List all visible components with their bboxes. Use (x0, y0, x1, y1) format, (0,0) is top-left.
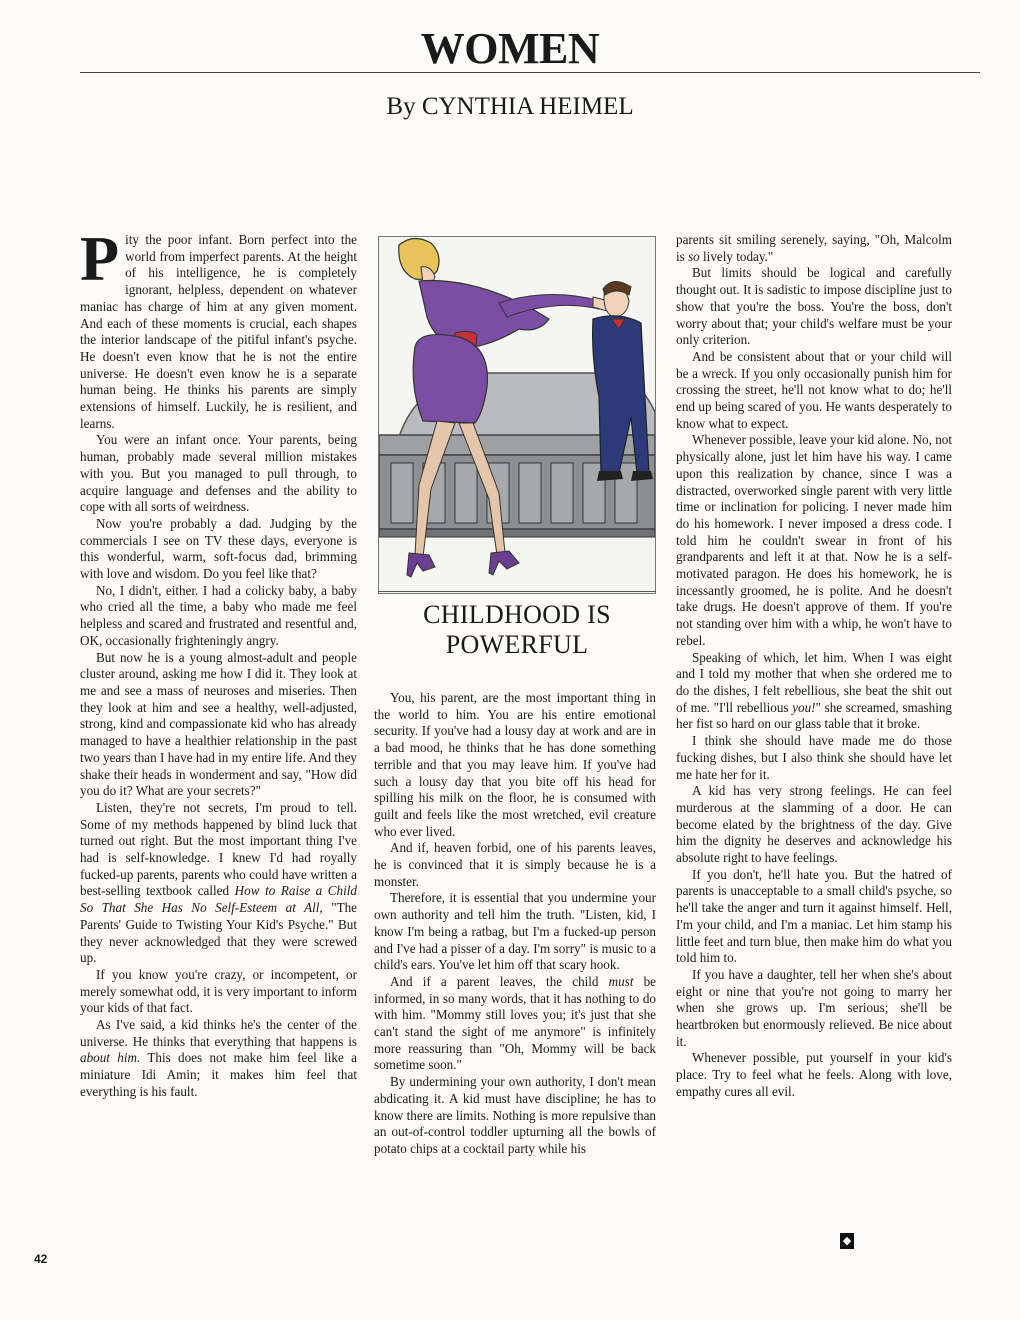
article-column-1 (80, 223, 357, 1101)
paragraph (80, 800, 357, 967)
paragraph-text: "The Parents' Guide to Twisting Your Kid's Psyche." But they never acknowledged that they were screwed up. (80, 900, 357, 966)
paragraph: But now he is a young almost-adult and people cluster around, asking me how I did it. They look at me and see a mass of neuroses and miseries. Then they look at him and see a healthy, well-adjusted, strong, kind and compassionate kid who has already managed to have a healthier relationship in the past two years than I have had in my entire life. And they shake their heads in wonderment and say, "How did you do it? What are your secrets?" (80, 649, 357, 799)
byline: By CYNTHIA HEIMEL (386, 93, 634, 120)
emphasis: must (608, 973, 634, 989)
paragraph (80, 1017, 357, 1101)
emphasis: about him. (80, 1050, 141, 1066)
paragraph-text: Speaking of which, let him. When I was eight and I told my mother that when she ordered me to do the dishes, I felt rebellious, she beat the shit out of me. "I'll rebellious (676, 649, 952, 715)
paragraph-text: This does not make him feel like a miniature Idi Amin; it makes him feel that everything is his fault. (80, 1050, 357, 1099)
rabbit-head-end-mark-icon: ◆ (840, 1233, 854, 1249)
section-title: WOMEN (420, 24, 600, 73)
paragraph-text: Listen, they're not secrets, I'm proud to tell. Some of my methods happened by blind luck that turned out right. But the most important thing I've had is self-knowledge. I knew I'd had royally fucked-up parents, parents who could have written a best-selling textbook called (80, 799, 357, 899)
paragraph: You were an infant once. Your parents, being human, probably made several million mistakes with you. But you managed to pull through, to acquire language and defenses and the ability to cope with all sorts of weirdness. (80, 432, 357, 515)
header-rule (80, 72, 980, 73)
headline-line: CHILDHOOD IS (423, 600, 611, 629)
paragraph: If you have a daughter, tell her when she's about eight or nine that you're not going to marry her when she grows up. I'm serious; she'll be heartbroken but enormously relieved. Be nice about it. (676, 966, 952, 1049)
paragraph: Whenever possible, leave your kid alone. No, not physically alone, just let him have his way. I came upon this realization by chance, since I was a distracted, overworked single parent with very little time or inclination for policing. I never made him do his homework. I never imposed a dress code. I told him he couldn't swear in front of his grandparents and left it at that. Now he is a self-motivated paragon. He does his homework, he is incessantly groomed, he is polite. And he doesn't take drugs. He doesn't approve of them. If you're not standing over him with a whip, he won't have to rebel. (676, 432, 952, 648)
article-illustration (378, 236, 656, 594)
paragraph-text: be informed, in so many words, that it has nothing to do with him. "Mommy still loves you; it's just that she can't stand the sight of me anymore" is infinitely more reassuring than "Oh, Mommy will be back sometime soon." (374, 973, 656, 1073)
paragraph: If you know you're crazy, or incompetent, or merely somewhat odd, it is very important to inform your kids of that fact. (80, 966, 357, 1016)
paragraph-text: As I've said, a kid thinks he's the center of the universe. He thinks that everything that happens is (80, 1017, 357, 1049)
mother-and-son-illustration (379, 237, 655, 593)
paragraph-text: parents sit smiling serenely, saying, "Oh, Malcolm is (676, 232, 952, 264)
paragraph: A kid has very strong feelings. He can feel murderous at the slamming of a door. He can become elated by the brightness of the day. Give him the dignity he deserves and acknowledge his absolute right to have feelings. (676, 783, 952, 866)
paragraph (676, 232, 952, 265)
paragraph-text: lively today." (699, 248, 774, 264)
paragraph: Therefore, it is essential that you undermine your own authority and tell him the truth. "Listen, kid, I know I'm being a ratbag, but I'm a fucked-up person and I've had a pisser of a day. I'm sorry" is music to a child's ears. You've let him off that scary hook. (374, 890, 656, 973)
paragraph: But limits should be logical and carefully thought out. It is sadistic to impose discipline just to show that you're the boss. You're the boss, don't worry about that; your child's welfare must be your only criterion. (676, 265, 952, 348)
paragraph-text: ity the poor infant. Born perfect into the world from imperfect parents. At the height of his intelligence, he is completely ignorant, helpless, dependent on whatever maniac has charge of him at any given moment. And each of these moments is crucial, each shapes the interior landscape of the pitiful infant's psyche. He doesn't even know that he is not the entire universe. He doesn't even know he is a separate human being. He thinks his parents are simply extensions of himself. Luckily, he is resilient, and learns. (80, 232, 357, 431)
article-headline (378, 600, 656, 660)
paragraph: If you don't, he'll hate you. But the hatred of parents is unacceptable to a small child's psyche, so he'll take the anger and turn it against himself. Hell, I'm your child, and I'm a maniac. Let him stamp his little feet and turn blue, then make him do what you told him to. (676, 866, 952, 966)
headline-line: POWERFUL (445, 630, 589, 659)
headline-rule (378, 591, 656, 592)
paragraph: And if, heaven forbid, one of his parents leaves, he is convinced that it is simply because he is a monster. (374, 840, 656, 889)
drop-cap: P (80, 223, 120, 294)
paragraph-text: And if a parent leaves, the child (390, 973, 609, 989)
paragraph: I think she should have made me do those fucking dishes, but I also think she should have let me hate her for it. (676, 733, 952, 782)
emphasis: you! (792, 699, 816, 715)
article-column-3 (676, 232, 952, 1101)
paragraph: Whenever possible, put yourself in your kid's place. Try to feel what he feels. Along with love, empathy cures all evil. (676, 1050, 952, 1099)
paragraph (374, 974, 656, 1074)
page-number: 42 (34, 1252, 48, 1266)
paragraph: And be consistent about that or your child will be a wreck. If you only occasionally punish him for crossing the street, he'll not know what to do; he'll end up being scared of you. He wants desperately to know what to expect. (676, 348, 952, 431)
emphasis: so (688, 248, 700, 264)
paragraph: By undermining your own authority, I don't mean abdicating it. A kid must have discipline; he has to know there are limits. Nothing is more repulsive than an out-of-control toddler upturning all the bowls of potato chips at a cocktail party while his (374, 1074, 656, 1156)
paragraph: No, I didn't, either. I had a colicky baby, a baby who cried all the time, a baby who made me feel helpless and scared and frustrated and resentful and, OK, occasionally frighteningly angry. (80, 582, 357, 648)
article-column-2 (374, 690, 656, 1158)
paragraph (80, 223, 357, 432)
paragraph-text: " she screamed, smashing her fist so hard on our glass table that it broke. (676, 699, 952, 732)
paragraph (676, 650, 952, 734)
book-title: How to Raise a Child So That She Has No Self-Esteem at All, (80, 883, 357, 916)
paragraph: Now you're probably a dad. Judging by the commercials I see on TV these days, everyone is this wonderful, warm, soft-focus dad, brimming with love and wisdom. Do you feel like that? (80, 515, 357, 582)
paragraph: You, his parent, are the most important thing in the world to him. You are his entire emotional security. If you've had a lousy day at work and are in a bad mood, he thinks that he has done something terrible and that you may leave him. If you've had such a lousy day that you bite off his head for spilling his milk on the floor, he is consumed with guilt and feels like the most wretched, evil creature who ever lived. (374, 690, 656, 839)
